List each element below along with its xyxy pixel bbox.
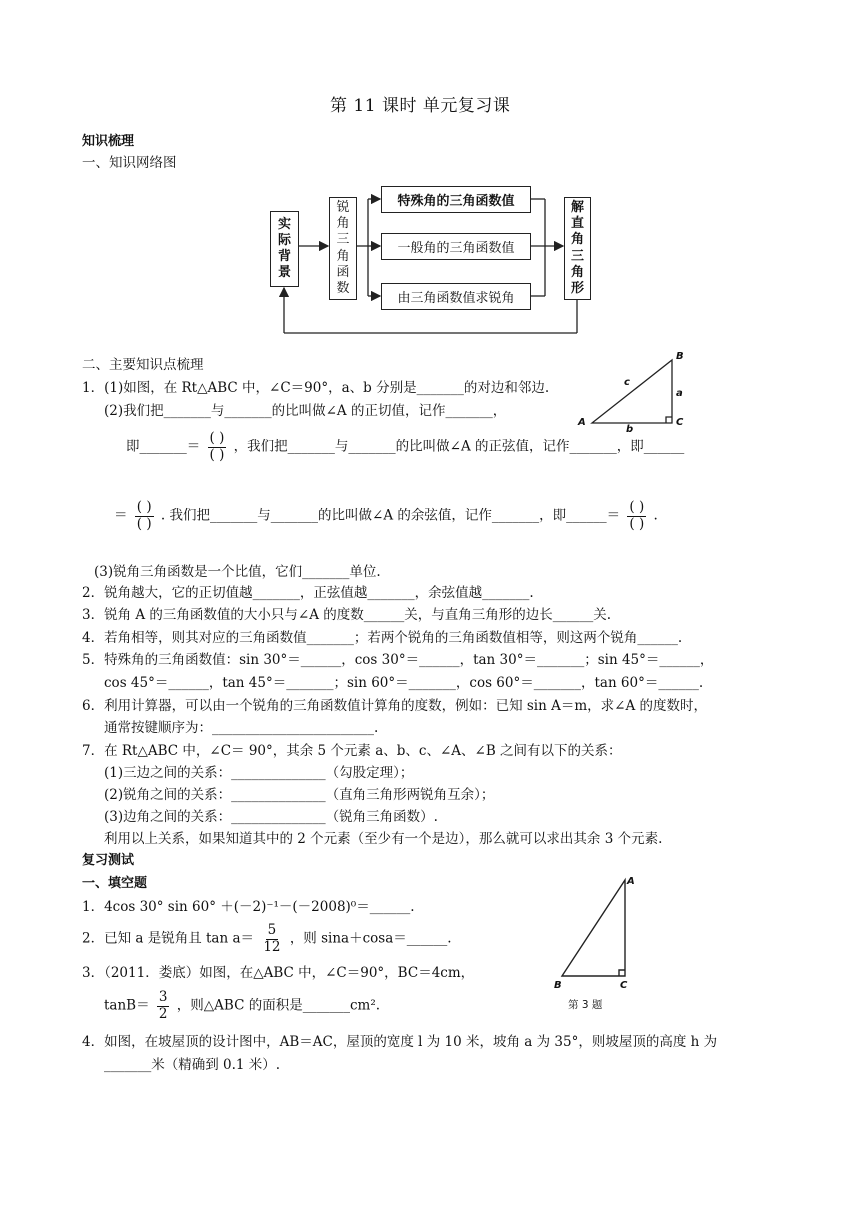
diagram-right-char: 三	[570, 248, 584, 264]
diagram-right-char: 形	[570, 281, 584, 296]
figure1-label-c: c	[624, 377, 630, 388]
tangent-fraction	[208, 431, 227, 463]
question-3-text-a: tanB＝	[104, 997, 150, 1014]
diagram-left-char: 实	[277, 216, 291, 232]
figure3-label-B: B	[554, 980, 562, 991]
question-4-line-1: 4．如图，在坡屋顶的设计图中，AB＝AC，屋顶的宽度 l 为 10 米，坡角 a 为 35°，则坡屋顶的高度 h 为	[82, 1034, 718, 1050]
figure-question-3-triangle	[550, 875, 640, 985]
question-3-numerator: 3	[158, 989, 168, 1005]
sine-fraction	[135, 500, 154, 532]
question-1: 1．4cos 30° sin 60° ＋(－2)⁻¹－(－2008)⁰＝______.	[82, 899, 415, 915]
cosine-fraction-denominator: ( )	[629, 515, 645, 532]
diagram-left-char: 景	[277, 265, 291, 281]
page-title: 第 11 课时 单元复习课	[330, 96, 511, 116]
figure3-label-C: C	[620, 980, 628, 991]
section-fill-heading: 一、填空题	[82, 876, 148, 891]
tangent-fraction-numerator: ( )	[209, 430, 225, 446]
diagram-right-char: 角	[570, 264, 584, 280]
diagram-right-char: 解	[570, 199, 584, 215]
point-6-line-2: 通常按键顺序为：________________________.	[104, 720, 379, 736]
point-1-1: 1．(1)如图，在 Rt△ABC 中，∠C＝90°，a、b 分别是_______的对边和邻边.	[82, 380, 550, 396]
point-7-line-3: (2)锐角之间的关系：______________（直角三角形两锐角互余）；	[104, 787, 495, 803]
diagram-mid-char: 锐	[336, 199, 350, 215]
cosine-fraction-numerator: ( )	[629, 499, 645, 515]
figure1-label-a: a	[676, 388, 683, 399]
diagram-mid-char: 角	[336, 216, 350, 231]
question-2-text-a: 2．已知 a 是锐角且 tan a＝	[82, 930, 255, 947]
sine-fraction-numerator: ( )	[136, 499, 152, 515]
diagram-mid-char: 三	[336, 232, 350, 248]
point-4: 4．若角相等，则其对应的三角函数值_______；若两个锐角的三角函数值相等，则这两个锐角______.	[82, 630, 683, 646]
point-7-line-5: 利用以上关系，如果知道其中的 2 个元素（至少有一个是边），那么就可以求出其余 3 个元素.	[104, 831, 663, 847]
point-5-line-1: 5．特殊角的三角函数值：sin 30°＝______，cos 30°＝______，tan 30°＝_______；sin 45°＝______，	[82, 652, 714, 668]
point-1-4-text-c: .	[653, 507, 658, 524]
diagram-mid-char: 角	[336, 248, 350, 264]
section-test-heading: 复习测试	[82, 853, 135, 868]
question-4-line-2: _______米（精确到 0.1 米）.	[104, 1057, 281, 1073]
point-3: 3．锐角 A 的三角函数值的大小只与∠A 的度数______关，与直角三角形的边长______关.	[82, 607, 612, 623]
point-1-3-text-a: 即_______＝	[126, 438, 201, 455]
question-2	[82, 923, 452, 955]
diagram-box-solve-right-triangle	[564, 197, 591, 300]
diagram-right-char: 直	[570, 216, 584, 231]
point-5-line-2: cos 45°＝______，tan 45°＝_______；sin 60°＝_______，cos 60°＝_______，tan 60°＝______.	[104, 675, 704, 691]
figure1-label-C: C	[676, 417, 684, 428]
diagram-mid-char: 函	[336, 264, 350, 280]
question-3-line-2	[104, 990, 380, 1022]
point-1-4-text-a: ＝	[114, 507, 128, 524]
point-7-line-2: (1)三边之间的关系：______________（勾股定理）；	[104, 765, 414, 781]
diagram-left-char: 际	[277, 232, 291, 248]
point-2: 2．锐角越大，它的正切值越_______，正弦值越_______，余弦值越_______.	[82, 585, 534, 601]
question-2-fraction	[261, 923, 282, 955]
cosine-fraction	[627, 500, 646, 532]
figure3-caption: 第 3 题	[568, 999, 603, 1011]
question-2-numerator: 5	[267, 922, 277, 938]
point-1-4-text-b: . 我们把_______与_______的比叫做∠A 的余弦值，记作_______，即______＝	[160, 507, 621, 524]
diagram-box-real-background	[270, 211, 299, 287]
question-3-fraction	[157, 990, 170, 1022]
diagram-mid-char: 数	[336, 281, 350, 296]
point-1-3	[126, 431, 684, 463]
point-1-2: (2)我们把_______与_______的比叫做∠A 的正切值，记作_______，	[104, 403, 507, 419]
figure3-label-A: A	[627, 876, 635, 887]
point-7-line-4: (3)边角之间的关系：______________（锐角三角函数）.	[104, 809, 438, 825]
section-points-heading: 二、主要知识点梳理	[82, 357, 204, 373]
diagram-box-acute-trig	[329, 197, 357, 300]
sine-fraction-denominator: ( )	[136, 515, 152, 532]
question-2-denominator: 12	[263, 938, 281, 955]
section-network-heading: 一、知识网络图	[82, 155, 177, 171]
point-1-4	[114, 500, 658, 532]
question-3-text-b: ，则△ABC 的面积是_______cm².	[176, 997, 381, 1014]
point-1-5: (3)锐角三角函数是一个比值，它们_______单位.	[94, 564, 381, 580]
section-knowledge-heading: 知识梳理	[82, 134, 135, 149]
point-1-3-text-b: ，我们把_______与_______的比叫做∠A 的正弦值，记作_______，即______	[233, 438, 685, 455]
diagram-box-general-angles: 一般角的三角函数值	[381, 233, 531, 260]
tangent-fraction-denominator: ( )	[209, 446, 225, 463]
point-7-line-1: 7．在 Rt△ABC 中，∠C＝ 90°，其余 5 个元素 a、b、c、∠A、∠B 之间有以下的关系：	[82, 743, 622, 759]
figure1-label-B: B	[676, 351, 684, 362]
question-2-text-b: ，则 sina＋cosa＝______.	[289, 930, 452, 947]
diagram-left-char: 背	[277, 249, 291, 264]
figure1-label-b: b	[626, 424, 634, 435]
question-3-line-1: 3．（2011．娄底）如图，在△ABC 中，∠C＝90°，BC＝4cm，	[82, 965, 475, 981]
question-3-denominator: 2	[158, 1005, 168, 1022]
diagram-right-char: 角	[570, 232, 584, 248]
diagram-box-special-angles: 特殊角的三角函数值	[381, 186, 531, 213]
point-6-line-1: 6．利用计算器，可以由一个锐角的三角函数值计算角的度数，例如：已知 sin A＝m，求∠A 的度数时，	[82, 698, 708, 714]
diagram-box-find-angle: 由三角函数值求锐角	[381, 283, 531, 310]
figure1-label-A: A	[578, 417, 586, 428]
